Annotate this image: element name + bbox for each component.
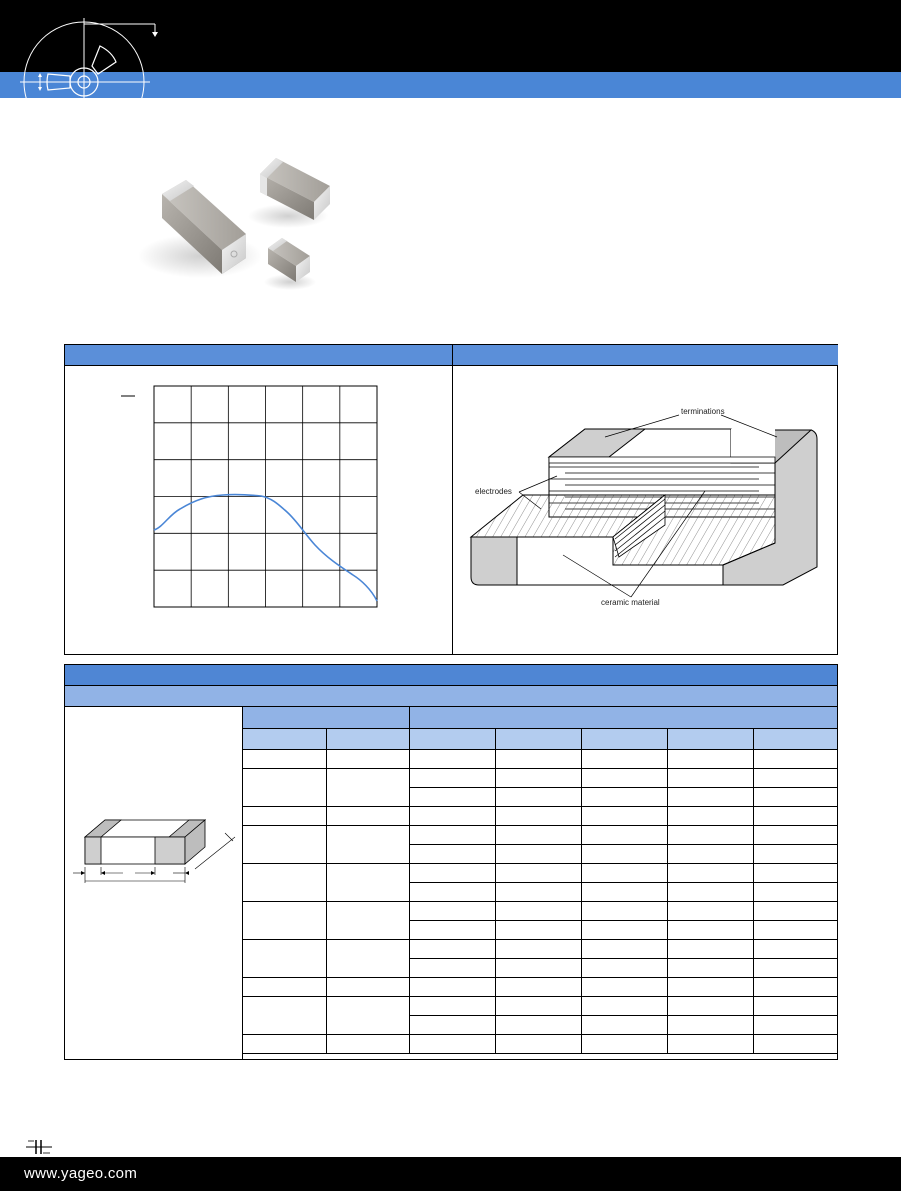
table-cell [326,825,409,863]
table-cell [495,977,581,996]
chip-dimension-drawing [65,707,243,1059]
table-row [243,1034,837,1053]
table-cell [753,1015,837,1034]
table-cell [581,1034,667,1053]
table-cell [581,768,667,787]
table-cell [409,787,495,806]
table-cell [753,768,837,787]
table-cell [753,844,837,863]
table-cell [243,1034,326,1053]
table-header-row-1 [243,707,837,728]
capacitor-symbol-icon [24,1138,54,1156]
table-cell [495,996,581,1015]
table-cell [581,844,667,863]
table-header-group-b [409,707,837,728]
table-title-bar [65,665,837,686]
table-cell [753,882,837,901]
table-cell [243,768,326,806]
table-cell [495,863,581,882]
table-cell [753,806,837,825]
table-cell [581,806,667,825]
table-cell [495,920,581,939]
table-cell [667,958,753,977]
table-cell [326,863,409,901]
column-header [495,728,581,749]
table-cell [667,939,753,958]
table-row [243,901,837,920]
dimensions-table-section [64,664,838,1060]
table-cell [753,825,837,844]
smd-capacitor-chips-photo [118,124,358,312]
table-cell [495,844,581,863]
dimensions-table [243,707,837,1054]
table-cell [581,787,667,806]
table-cell [243,749,326,768]
table-cell [581,958,667,977]
column-header [243,728,326,749]
table-cell [667,844,753,863]
table-cell [243,996,326,1034]
table-cell [243,977,326,996]
table-cell [409,958,495,977]
table-cell [495,768,581,787]
table-cell [495,901,581,920]
table-row [243,749,837,768]
table-cell [326,977,409,996]
table-cell [243,863,326,901]
column-header [581,728,667,749]
table-cell [326,1034,409,1053]
table-row [243,939,837,958]
table-cell [495,806,581,825]
table-cell [581,977,667,996]
table-cell [495,825,581,844]
table-cell [753,863,837,882]
table-cell [326,806,409,825]
table-cell [667,768,753,787]
table-cell [409,1034,495,1053]
table-cell [243,825,326,863]
table-row [243,825,837,844]
table-row [243,806,837,825]
table-cell [667,977,753,996]
capacitor-cutaway-diagram [453,367,838,654]
table-cell [495,939,581,958]
table-row [243,977,837,996]
table-row [243,768,837,787]
table-cell [409,844,495,863]
table-cell [667,1015,753,1034]
table-cell [243,901,326,939]
table-cell [581,996,667,1015]
table-row [243,863,837,882]
table-cell [667,863,753,882]
column-header [326,728,409,749]
ceramic-material-label: ceramic material [601,598,660,607]
table-cell [495,749,581,768]
table-cell [667,901,753,920]
table-cell [581,920,667,939]
chart-panel-header [65,345,452,366]
table-cell [326,996,409,1034]
table-cell [409,863,495,882]
table-cell [581,939,667,958]
table-cell [753,787,837,806]
table-cell [753,749,837,768]
table-cell [243,939,326,977]
table-cell [753,996,837,1015]
table-cell [409,806,495,825]
table-cell [667,787,753,806]
table-row [243,996,837,1015]
table-cell [409,882,495,901]
column-header [667,728,753,749]
diagram-panel-header [453,345,838,366]
table-cell [667,749,753,768]
table-cell [667,1034,753,1053]
table-cell [409,825,495,844]
table-cell [409,768,495,787]
table-cell [409,920,495,939]
measurement-disc-icon [0,0,200,98]
characteristics-panels [64,344,838,655]
table-cell [326,901,409,939]
table-cell [326,939,409,977]
table-cell [243,806,326,825]
table-cell [495,1034,581,1053]
table-cell [667,882,753,901]
chart-plot [65,367,452,654]
table-cell [667,825,753,844]
footer-bar [0,1157,901,1191]
table-cell [753,939,837,958]
table-cell [409,939,495,958]
table-header-group-a [243,707,409,728]
table-cell [581,1015,667,1034]
table-cell [581,749,667,768]
table-cell [326,749,409,768]
column-header [409,728,495,749]
table-cell [495,882,581,901]
table-cell [753,1034,837,1053]
table-cell [667,996,753,1015]
characteristic-chart [65,367,452,654]
table-subtitle-bar [65,686,837,707]
table-cell [753,901,837,920]
table-cell [495,1015,581,1034]
table-cell [667,806,753,825]
table-cell [753,977,837,996]
table-cell [495,787,581,806]
dimensions-grid [243,707,837,1054]
terminations-label: terminations [681,407,725,416]
table-cell [667,920,753,939]
table-cell [753,958,837,977]
column-header [753,728,837,749]
table-cell [495,958,581,977]
table-cell [753,920,837,939]
table-cell [581,825,667,844]
chip-dimension-cell [65,707,243,1059]
electrodes-label: electrodes [475,487,512,496]
table-cell [581,882,667,901]
table-header-row-2 [243,728,837,749]
table-cell [409,996,495,1015]
table-cell [581,863,667,882]
website-link[interactable]: www.yageo.com [24,1165,138,1182]
table-cell [581,901,667,920]
table-cell [409,1015,495,1034]
table-cell [409,901,495,920]
table-cell [409,749,495,768]
table-cell [326,768,409,806]
table-cell [409,977,495,996]
